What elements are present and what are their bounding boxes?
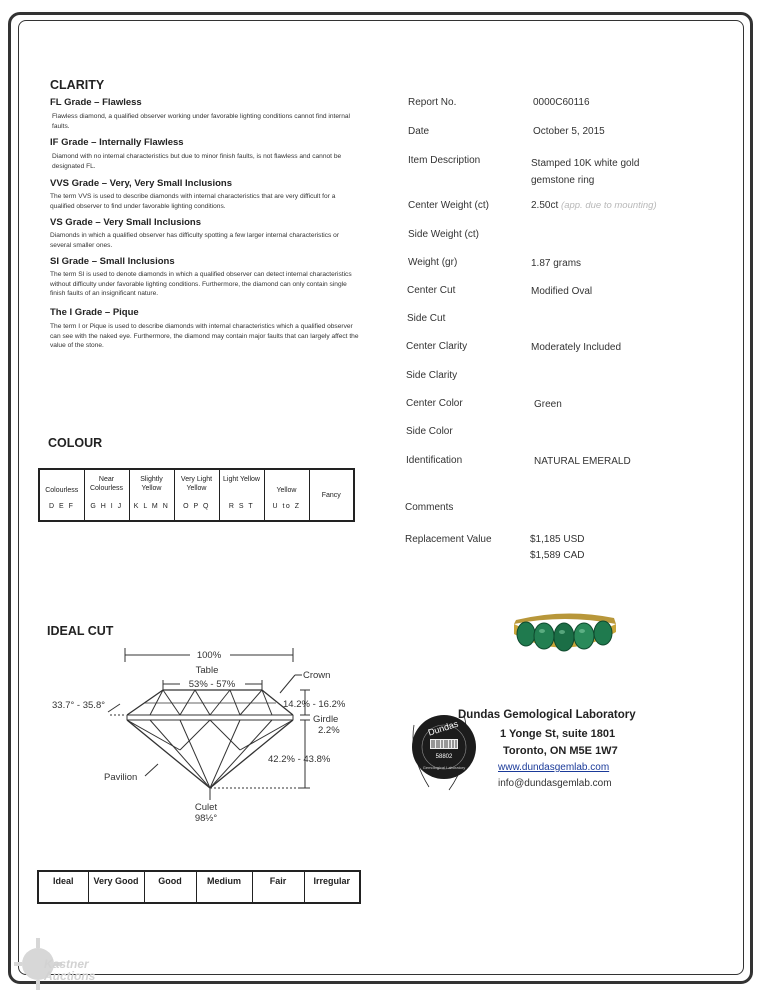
colour-cell-near-colourless — [84, 469, 129, 521]
diamond-diagram — [40, 640, 370, 830]
pavilion-label: Pavilion — [104, 772, 138, 783]
colour-codes: K L M N — [133, 503, 170, 510]
date-value: October 5, 2015 — [533, 126, 605, 137]
cut-grade-ideal: Ideal — [38, 871, 88, 903]
cut-grade-medium: Medium — [196, 871, 252, 903]
center-weight-amount: 2.50ct — [531, 200, 559, 211]
grade-desc-si: The term SI is used to denote diamonds in which a qualified observer can detect internal characteristics without difficulty under favorable lighting conditions. Furthermore, the diamond can only contain single finish faults of an insignificant nature. — [50, 271, 352, 298]
report-no-value: 0000C60116 — [533, 97, 590, 108]
replacement-value-usd: $1,185 USD — [530, 534, 585, 545]
emerald-ring-photo — [512, 604, 618, 662]
center-weight-note: (app. due to mounting) — [561, 200, 657, 211]
center-weight-label: Center Weight (ct) — [408, 200, 489, 211]
colour-scale-table — [38, 468, 355, 522]
colour-name: Very Light Yellow — [180, 476, 213, 492]
colour-codes: R S T — [228, 503, 255, 510]
watermark-text: Kastner Auctions — [44, 957, 96, 983]
center-cut-label: Center Cut — [407, 285, 456, 296]
weight-gr-value: 1.87 grams — [531, 258, 582, 269]
grade-desc-if: Diamond with no internal characteristics but due to minor finish faults, is not flawless and cannot be designated FL. — [52, 153, 342, 170]
grade-title-si: SI Grade – Small Inclusions — [50, 256, 175, 267]
cut-grade-fair: Fair — [252, 871, 304, 903]
identification-label: Identification — [406, 455, 463, 466]
colour-cell-fancy — [309, 469, 354, 521]
emerald-stone-4 — [574, 623, 594, 649]
date-label: Date — [408, 126, 430, 137]
colour-name: Yellow — [276, 487, 297, 494]
watermark-logo — [14, 928, 124, 994]
grade-desc-fl: Flawless diamond, a qualified observer working under favorable lighting conditions cannot find internal faults. — [52, 113, 350, 130]
colour-codes: U to Z — [272, 503, 301, 510]
center-color-label: Center Color — [406, 398, 463, 409]
colour-name: Light Yellow — [223, 476, 260, 483]
comments-label: Comments — [405, 502, 454, 513]
cut-grade-table — [37, 870, 361, 904]
identification-value: NATURAL EMERALD — [534, 456, 631, 467]
report-no-label: Report No. — [408, 97, 457, 108]
lab-address-line2: Toronto, ON M5E 1W7 — [503, 745, 618, 757]
girdle-pct-label: 2.2% — [318, 725, 340, 736]
seal-bottom-text: Gemological Laboratory — [422, 765, 466, 770]
emerald-stone-3 — [554, 623, 574, 651]
table-label: Table — [195, 665, 219, 676]
center-color-value: Green — [534, 399, 562, 410]
grade-title-vs: VS Grade – Very Small Inclusions — [50, 217, 202, 228]
lab-address-line1: 1 Yonge St, suite 1801 — [500, 728, 616, 740]
cut-grade-very-good: Very Good — [88, 871, 144, 903]
item-description-value: Stamped 10K white gold gemstone ring — [531, 158, 640, 186]
colour-cell-yellow — [264, 469, 309, 521]
crown-angle-label: 33.7° - 35.8° — [52, 700, 106, 711]
cut-grade-good: Good — [144, 871, 196, 903]
table-range-label: 53% - 57% — [188, 679, 236, 690]
colour-name: Slightly Yellow — [140, 476, 163, 492]
seal-number: 58802 — [435, 754, 453, 760]
colour-name: Colourless — [45, 487, 79, 494]
colour-codes: D E F — [49, 503, 75, 510]
colour-cell-very-light-yellow — [174, 469, 219, 521]
grade-title-i: The I Grade – Pique — [50, 307, 139, 318]
colour-codes: G H I J — [90, 503, 123, 510]
colour-cell-colourless — [39, 469, 84, 521]
colour-cell-light-yellow — [219, 469, 264, 521]
lab-email[interactable]: info@dundasgemlab.com — [498, 778, 612, 789]
lab-name: Dundas Gemological Laboratory — [458, 709, 636, 721]
lab-website-link[interactable]: www.dundasgemlab.com — [498, 762, 610, 773]
colour-name: Fancy — [321, 491, 341, 499]
replacement-value-cad: $1,589 CAD — [530, 550, 585, 561]
center-weight-value — [531, 200, 657, 211]
grade-title-vvs: VVS Grade – Very, Very Small Inclusions — [50, 178, 232, 189]
total-width-label: 100% — [196, 650, 222, 661]
grade-desc-i: The term I or Pique is used to describe diamonds with internal characteristics which a qualified observer can see with the naked eye. Furthermore, the diamond may contain major faults that can largely affect the value of the stone. — [50, 323, 359, 350]
replacement-value-label: Replacement Value — [405, 534, 492, 545]
grade-desc-vs: Diamonds in which a qualified observer has difficulty spotting a few larger internal characteristics or several smaller ones. — [50, 232, 340, 249]
seal-top-text: Dundas — [426, 718, 460, 738]
ideal-cut-heading: IDEAL CUT — [47, 624, 114, 638]
colour-name: Near Colourless — [89, 476, 124, 492]
grade-title-fl: FL Grade – Flawless — [50, 97, 142, 108]
colour-heading: COLOUR — [48, 436, 103, 450]
crown-height-label: 14.2% - 16.2% — [283, 699, 346, 710]
grade-desc-vvs: The term VVS is used to describe diamonds with internal characteristics that are very difficult for a qualified observer to find under favorable lighting conditions. — [50, 193, 336, 210]
girdle-label: Girdle — [313, 714, 339, 725]
emerald-stone-1 — [517, 622, 535, 646]
crown-label: Crown — [303, 670, 331, 681]
pavilion-depth-label: 42.2% - 43.8% — [268, 754, 331, 765]
center-clarity-value: Moderately Included — [531, 342, 622, 353]
side-weight-label: Side Weight (ct) — [408, 229, 479, 240]
side-color-label: Side Color — [406, 426, 453, 437]
emerald-stone-2 — [534, 623, 554, 649]
weight-gr-label: Weight (gr) — [408, 257, 458, 268]
culet-value-label: 98½° — [194, 813, 218, 824]
grade-title-if: IF Grade – Internally Flawless — [50, 137, 184, 148]
colour-cell-slightly-yellow — [129, 469, 174, 521]
side-clarity-label: Side Clarity — [406, 370, 458, 381]
side-cut-label: Side Cut — [407, 313, 446, 324]
item-description-label: Item Description — [408, 155, 481, 166]
clarity-heading: CLARITY — [50, 78, 105, 92]
cut-grade-irregular: Irregular — [304, 871, 360, 903]
colour-codes: O P Q — [183, 503, 210, 510]
culet-label: Culet — [194, 802, 218, 813]
emerald-stone-5 — [594, 621, 612, 645]
center-cut-value: Modified Oval — [531, 286, 593, 297]
center-clarity-label: Center Clarity — [406, 341, 468, 352]
